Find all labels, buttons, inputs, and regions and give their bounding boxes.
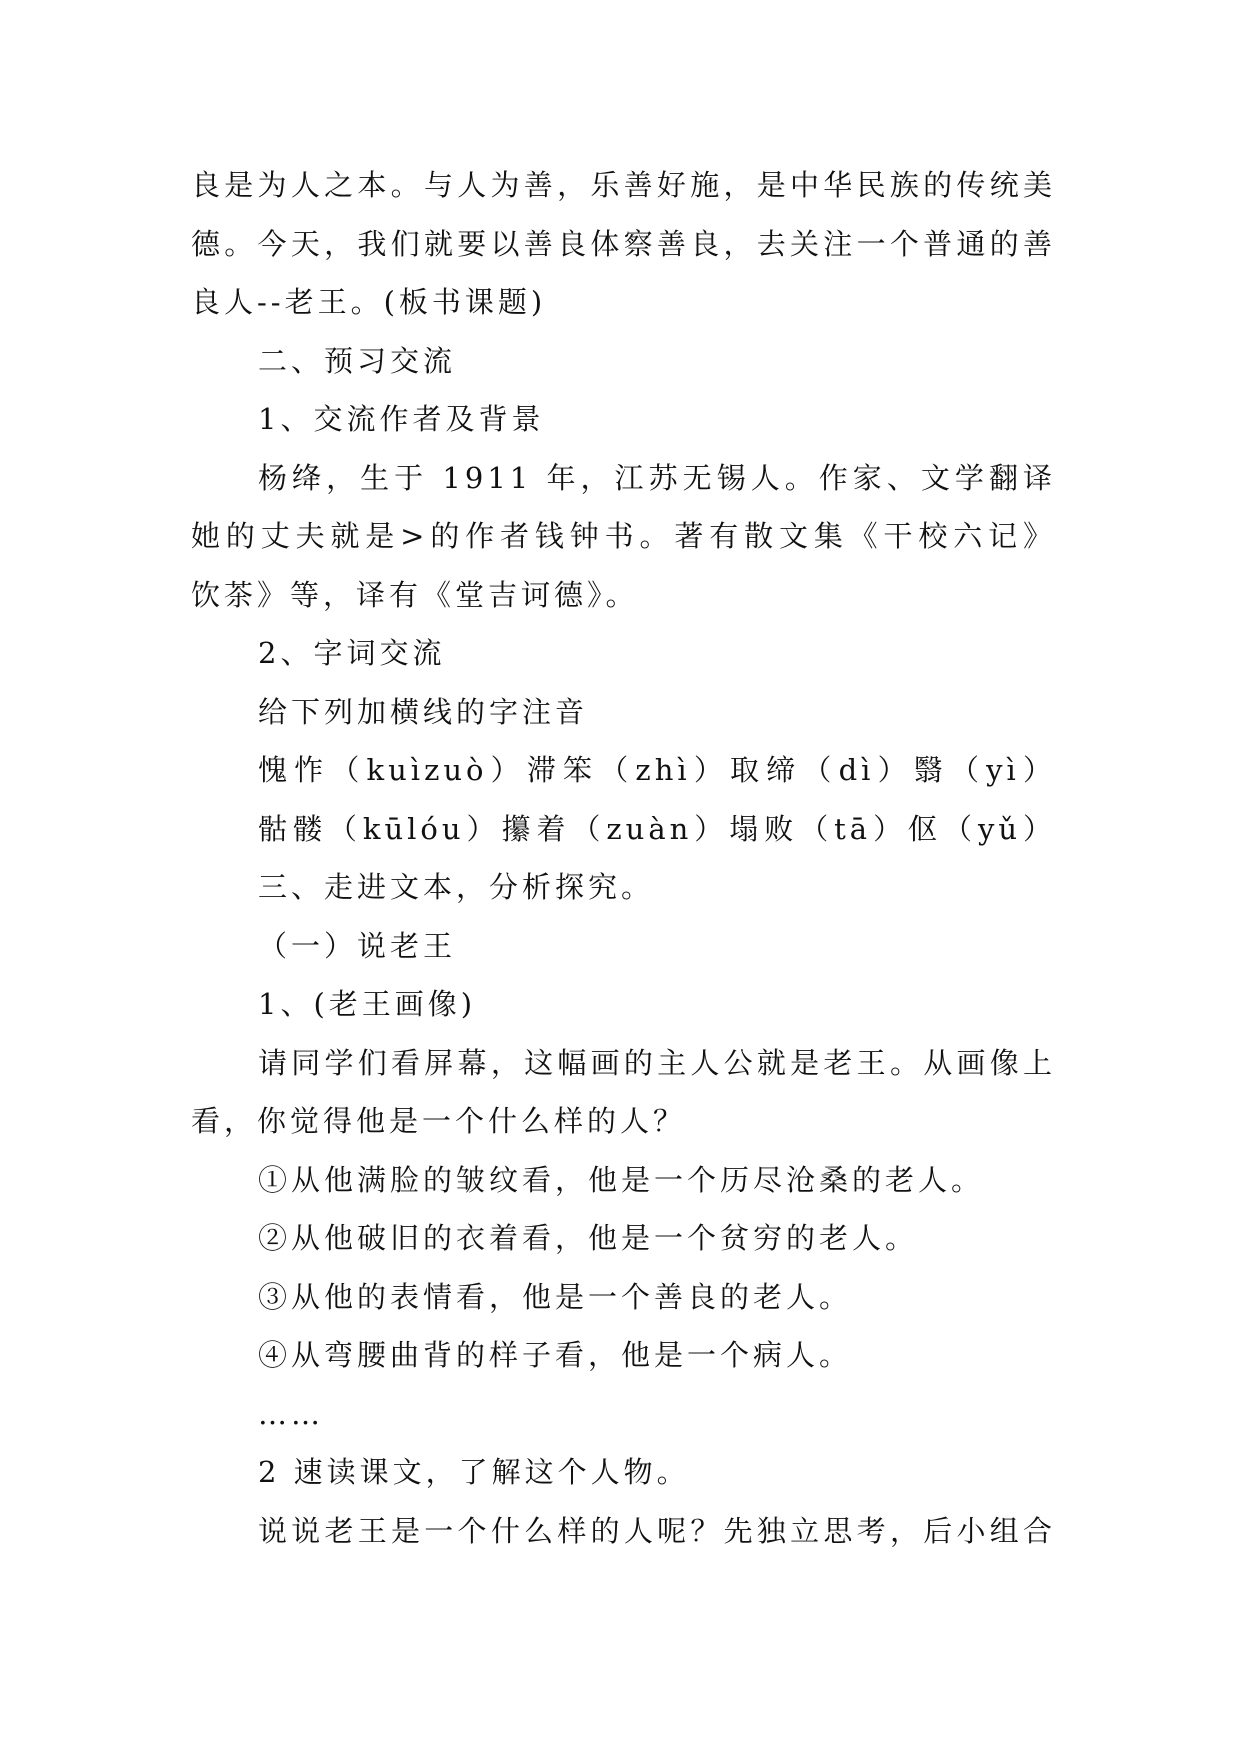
vocabulary-pinyin-line: 愧怍（kuìzuò）滞笨（zhì）取缔（dì）翳（yì） xyxy=(258,753,1056,787)
intro-paragraph-line: 德。今天，我们就要以善良体察善良，去关注一个普通的善 xyxy=(191,226,1056,261)
vocabulary-pinyin-line: 骷髅（kūlóu）攥着（zuàn）塌败（tā）伛（yǔ） xyxy=(258,811,1056,846)
author-bio-line: 杨绛，生于 1911 年，江苏无锡人。作家、文学翻译 xyxy=(258,460,1056,495)
subheading-author-background: 1、交流作者及背景 xyxy=(258,402,545,436)
author-bio-line: 饮茶》等，译有《堂吉诃德》。 xyxy=(191,577,639,612)
intro-paragraph-line: 良是为人之本。与人为善，乐善好施，是中华民族的传统美 xyxy=(191,168,1056,202)
intro-paragraph-line: 良人--老王。(板书课题) xyxy=(191,285,547,319)
subheading-vocabulary: 2、字词交流 xyxy=(258,636,446,670)
author-bio-line: 她的丈夫就是>的作者钱钟书。著有散文集《干校六记》 xyxy=(191,519,1056,553)
item-heading-portrait: 1、(老王画像) xyxy=(258,987,477,1021)
ellipsis-line: …… xyxy=(258,1396,324,1431)
portrait-answer-item: ①从他满脸的皱纹看，他是一个历尽沧桑的老人。 xyxy=(258,1162,985,1197)
portrait-answer-item: ②从他破旧的衣着看，他是一个贫穷的老人。 xyxy=(258,1221,919,1255)
portrait-question-line: 请同学们看屏幕，这幅画的主人公就是老王。从画像上 xyxy=(258,1045,1056,1080)
part-heading-about-lao-wang: （一）说老王 xyxy=(258,928,457,963)
discussion-prompt-line: 说说老王是一个什么样的人呢？先独立思考，后小组合 xyxy=(258,1513,1056,1548)
portrait-answer-item: ④从弯腰曲背的样子看，他是一个病人。 xyxy=(258,1338,853,1372)
portrait-answer-item: ③从他的表情看，他是一个善良的老人。 xyxy=(258,1279,853,1314)
document-body xyxy=(191,156,1056,1560)
section-heading-text-analysis: 三、走进文本，分析探究。 xyxy=(258,870,655,904)
portrait-question-line: 看，你觉得他是一个什么样的人？ xyxy=(191,1104,687,1138)
item-heading-quick-reading: 2 速读课文，了解这个人物。 xyxy=(258,1455,690,1489)
vocabulary-instruction: 给下列加横线的字注音 xyxy=(258,694,589,729)
section-heading-preview-exchange: 二、预习交流 xyxy=(258,343,457,378)
